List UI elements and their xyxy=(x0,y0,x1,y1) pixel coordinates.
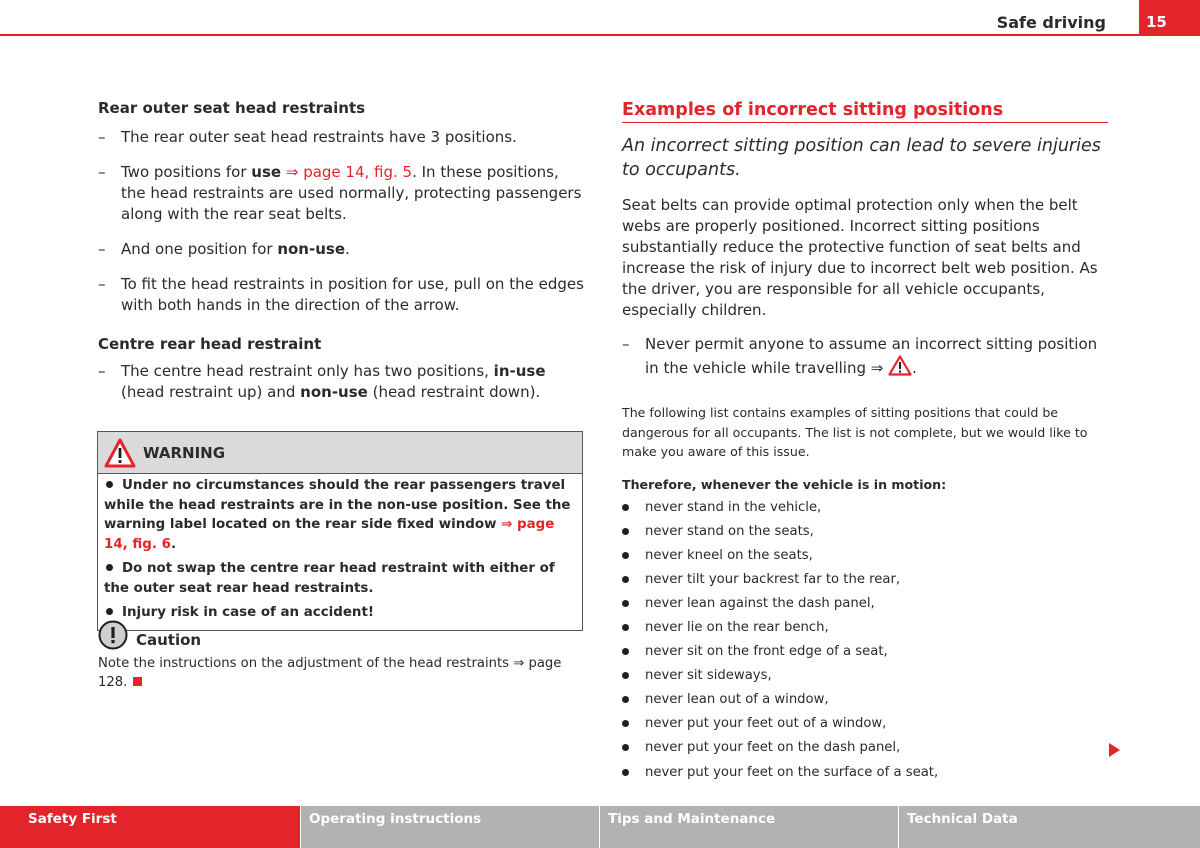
list-item xyxy=(98,127,584,148)
next-page-arrow-icon[interactable] xyxy=(1109,743,1120,757)
caution-text-line xyxy=(98,654,588,692)
header-rule xyxy=(0,34,1200,36)
bullet-dot xyxy=(106,564,113,571)
page-link[interactable]: page 14, fig. 6 xyxy=(104,517,555,552)
left-column xyxy=(98,98,584,403)
list-item xyxy=(622,688,1108,712)
item-text: The centre head restraint only has two positions, xyxy=(121,362,494,380)
item-text: (head restraint up) and xyxy=(121,383,301,401)
dash-marker: – xyxy=(98,163,106,181)
list-item-text: never put your feet out of a window, xyxy=(645,716,887,732)
dash-marker: – xyxy=(98,240,106,258)
list-item xyxy=(622,568,1108,592)
sitting-positions-list xyxy=(622,496,1108,785)
bullet-dot xyxy=(622,648,629,655)
list-item xyxy=(622,616,1108,640)
list-item-text: never stand in the vehicle, xyxy=(645,499,822,515)
bullet-dot xyxy=(622,720,629,727)
list-item-text: never sit sideways, xyxy=(645,668,772,684)
item-text: . In these positions, the head restraints are used normally, protecting passengers along with the rear seat belts. xyxy=(121,163,582,223)
list-item-text: never sit on the front edge of a seat, xyxy=(645,644,888,660)
bullet-dot xyxy=(622,696,629,703)
bullet-dot xyxy=(622,624,629,631)
bullet-dot xyxy=(622,576,629,583)
section-title: Safe driving xyxy=(996,13,1106,32)
bullet-dot xyxy=(622,769,629,776)
right-column xyxy=(622,98,1108,785)
list-item xyxy=(98,361,584,403)
bullet-dot xyxy=(622,744,629,751)
intro-text: An incorrect sitting position can lead to severe injuries to occupants. xyxy=(622,136,1101,180)
list-item-text: never put your feet on the surface of a seat, xyxy=(645,764,939,780)
body-paragraph: Seat belts can provide optimal protection only when the belt webs are properly positioned. Incorrect sitting positions substantially reduce the protective function of seat belts and increase the risk of injury due to incorrect belt web position. As the driver, you are responsible for all vehicle occupants, especially children. xyxy=(622,196,1098,319)
page-link[interactable]: page 14, fig. 5 xyxy=(303,163,413,181)
warning-text: Injury risk in case of an accident! xyxy=(122,605,374,620)
list-item-text: never lie on the rear bench, xyxy=(645,619,829,635)
item-text-line xyxy=(645,335,1097,377)
page-number: 15 xyxy=(1139,0,1200,36)
dash-marker: – xyxy=(98,362,106,380)
warning-triangle-icon xyxy=(104,438,136,468)
list-item xyxy=(622,496,1108,520)
list-item xyxy=(622,664,1108,688)
list-item-text: never lean against the dash panel, xyxy=(645,595,875,611)
item-bold: non-use xyxy=(300,383,368,401)
item-text: Two positions for xyxy=(121,163,252,181)
list-item xyxy=(98,239,584,260)
warning-bullet xyxy=(104,559,576,598)
tab-operating-instructions[interactable]: Operating instructions xyxy=(301,806,599,848)
warning-body xyxy=(98,474,582,630)
caution-text: Note the instructions on the adjustment of the head restraints ⇒ page 128. xyxy=(98,656,562,690)
caution-title: Caution xyxy=(136,631,202,649)
arrow-ref: ⇒ xyxy=(281,163,304,181)
tab-safety-first[interactable]: Safety First xyxy=(0,806,300,848)
dash-marker: – xyxy=(98,128,106,146)
tab-technical-data[interactable]: Technical Data xyxy=(899,806,1200,848)
bullet-dot xyxy=(622,672,629,679)
list-item-text: never kneel on the seats, xyxy=(645,547,813,563)
item-text: And one position for xyxy=(121,240,278,258)
section-heading: Examples of incorrect sitting positions xyxy=(622,98,1108,123)
item-text: Never permit anyone to assume an incorrect sitting position in the vehicle while travelling ⇒ xyxy=(645,335,1098,377)
item-text: To fit the head restraints in position for use, pull on the edges with both hands in the direction of the arrow. xyxy=(121,275,584,314)
item-text: . xyxy=(345,240,350,258)
bullet-dot xyxy=(106,608,113,615)
list-item xyxy=(622,592,1108,616)
arrow-ref: ⇒ xyxy=(501,517,513,532)
list-item xyxy=(98,162,584,225)
list-item xyxy=(622,544,1108,568)
warning-box xyxy=(97,431,583,631)
dash-marker: – xyxy=(622,335,630,353)
warning-header xyxy=(98,432,582,474)
list-item-text: never stand on the seats, xyxy=(645,523,814,539)
list-item xyxy=(622,736,1108,760)
list-item xyxy=(98,274,584,316)
item-text: . xyxy=(912,359,917,377)
warning-title: WARNING xyxy=(143,444,226,462)
list-item-text: never lean out of a window, xyxy=(645,692,829,708)
caution-block xyxy=(98,620,588,692)
dash-marker: – xyxy=(98,275,106,293)
warning-triangle-icon[interactable] xyxy=(888,355,912,376)
tab-tips-and-maintenance[interactable]: Tips and Maintenance xyxy=(600,806,898,848)
item-bold: use xyxy=(251,163,282,181)
list-item-text: never tilt your backrest far to the rear, xyxy=(645,571,901,587)
caution-exclamation-icon xyxy=(98,620,128,650)
item-bold: non-use xyxy=(277,240,345,258)
warning-bullet xyxy=(104,476,576,554)
list-item xyxy=(622,640,1108,664)
centre-heading: Centre rear head restraint xyxy=(98,335,322,353)
bullet-dot xyxy=(622,528,629,535)
item-text: The rear outer seat head restraints have 3 positions. xyxy=(121,128,517,146)
list-item xyxy=(622,712,1108,736)
footer-nav xyxy=(0,806,1200,848)
list-item xyxy=(622,334,1108,379)
list-intro: Therefore, whenever the vehicle is in motion: xyxy=(622,476,947,492)
bullet-dot xyxy=(106,481,113,488)
warning-text: . xyxy=(170,536,177,552)
list-item xyxy=(622,520,1108,544)
body-paragraph: The following list contains examples of sitting positions that could be dangerous for all occupants. The list is not complete, but we would like to make you aware of this issue. xyxy=(622,405,1088,459)
rear-outer-heading: Rear outer seat head restraints xyxy=(98,99,366,117)
warning-text: Under no circumstances should the rear passengers travel while the head restraints are in the non-use position. See the warning label located on the rear side fixed window xyxy=(104,478,571,532)
list-item-text: never put your feet on the dash panel, xyxy=(645,740,901,756)
end-of-section-mark xyxy=(133,677,142,686)
bullet-dot xyxy=(622,504,629,511)
bullet-dot xyxy=(622,552,629,559)
item-text: (head restraint down). xyxy=(367,383,541,401)
bullet-dot xyxy=(622,600,629,607)
list-item xyxy=(622,761,1108,785)
warning-text: Do not swap the centre rear head restraint with either of the outer seat rear head restraints. xyxy=(104,561,555,596)
item-bold: in-use xyxy=(493,362,546,380)
caution-header xyxy=(98,620,588,654)
